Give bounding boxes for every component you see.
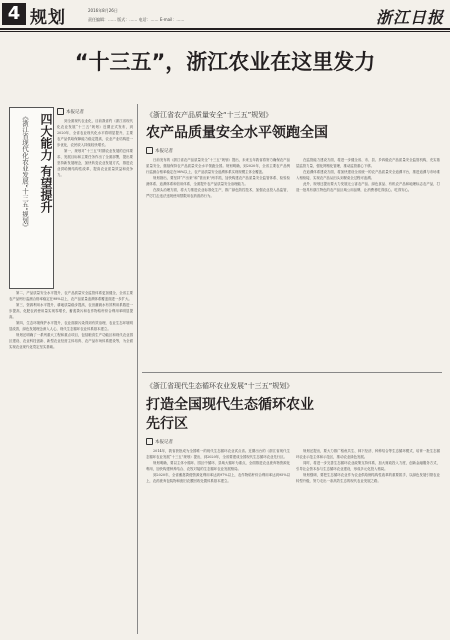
article-1-subtitle: 《浙江省农产品质量安全“十三五”规划》 <box>146 111 273 119</box>
article-2-title-line-2: 先行区 <box>146 416 188 432</box>
pen-icon <box>146 147 153 154</box>
left-article-title: 四大能力 有望提升 <box>39 113 53 214</box>
paragraph: 第三，资源利用水平提升，耕地质量稳步提高，农田灌溉水有效利用系数进一步提高，化肥农药使用量实现零增长，畜禽粪污和农作物秸秆综合利用率明显提高。 <box>9 303 133 319</box>
article-1-title: 农产品质量安全水平领跑全国 <box>146 125 328 141</box>
editor-info: 责任编辑：…… 版式：…… 电话：…… E-mail：…… <box>88 17 185 22</box>
header-rule-thin <box>0 31 450 32</box>
paragraph: 在监管能力建设方面，将进一步健全省、市、县、乡四级农产品质量安全监管机构，充实基层监管力量，强化网格化管理，推动监管重心下移。 <box>296 158 440 168</box>
left-article-subtitle: 《浙江省现代化农业发展“十三五”规划》 <box>21 113 29 231</box>
byline-text: 本报记者 <box>66 110 84 115</box>
pen-icon <box>146 438 153 445</box>
article-2-column-2 <box>296 448 440 634</box>
paragraph: 日前发布的《浙江省农产品质量安全“十三五”规划》提出，未来五年我省将努力确保农产品质量安全，继续保持农产品质量安全水平领跑全国。规划明确，到2020年，全省主要农产品例行监测合格率稳定在98%以上，农产品质量安全追溯体系实现规模主体全覆盖。 <box>146 158 290 174</box>
newspaper-masthead: 浙江日报 <box>375 8 444 27</box>
left-article-body-top <box>57 118 133 284</box>
pen-icon <box>57 108 64 115</box>
byline-text: 本报记者 <box>155 149 173 154</box>
issue-date: 2016年8月26日 <box>88 8 118 13</box>
header-rule <box>0 28 450 30</box>
column-divider <box>137 104 138 634</box>
paragraph: 到2020年，全省畜禽粪便资源化利用率达到97%以上，农作物秸秆综合利用率达到95%以上，农药废弃包装物和废旧农膜回收处置体系基本建立。 <box>146 473 290 483</box>
paragraph: 规划指出，要坚持“产出来”和“管出来”两手抓，加快构建农产品质量安全监管体系、检验检测体系、追溯体系和信用体系，全面提升农产品质量安全治理能力。 <box>146 176 290 186</box>
paragraph: 第二，产品质量安全水平提升，农产品质量安全监管体系更加健全，全省主要农产品例行监测合格率稳定在98%以上，农产品质量追溯体系覆盖面进一步扩大。 <box>9 291 133 301</box>
byline-text: 本报记者 <box>155 440 173 445</box>
paragraph: 2014年，我省获批成为全国唯一的现代生态循环农业试点省。近期出台的《浙江省现代生态循环农业发展“十三五”规划》提出，到2020年，全省要建成全国现代生态循环农业先行区。 <box>146 449 290 459</box>
page-number: 4 <box>2 3 26 25</box>
paragraph: 规划还明确了一系列重大工程和重点项目，包括粮食生产功能区和现代农业园区建设、农业科技创新、新型农业经营主体培育、农产品市场体系建设等，为全面实现农业现代化奠定坚实基础。 <box>9 333 133 349</box>
paragraph: 第一，规划对“十三五”时期农业发展的总体要求、发展目标和主要任务作出了全面部署，提出要坚持新发展理念，加快转变农业发展方式，推进农业供给侧结构性改革，提高农业质量效益和竞争力。 <box>57 149 133 177</box>
article-2-byline <box>146 438 173 445</box>
paragraph: 第四，生态环境保护水平提升，农业面源污染得到有效治理，农业生态环境明显改善，绿色发展理念深入人心，现代生态循环农业体系基本建立。 <box>9 321 133 331</box>
article-1-column-2 <box>296 157 440 357</box>
article-1-column-1 <box>146 157 290 357</box>
paragraph: 在源头治理方面，将大力推进农业标准化生产，推广绿色防控技术，加强农业投入品监管，严厉打击违法违规使用禁限用农药兽药行为。 <box>146 188 290 198</box>
article-1-byline <box>146 147 173 154</box>
paragraph: 规划还提出，要大力推广稻鱼共生、林下经济、种养结合等生态循环模式，培育一批生态循环农业示范主体和示范区，推动农业绿色发展。 <box>296 449 440 459</box>
article-2-column-1 <box>146 448 290 634</box>
paragraph: 到全面现代农业化，目前我省约《浙江省现代化农业发展“十三五”规划》近期正式发布，到2020年，全省农业现代化水平将明显提升，主要农产品供给保障能力稳定提高，农业产业结构进一步优化，农民收入持续较快增长。 <box>57 119 133 147</box>
page-headline: “十三五”，浙江农业在这里发力 <box>74 50 376 74</box>
left-article-body-bottom <box>9 290 133 630</box>
paragraph: 同时，将进一步完善生态循环农业政策支持体系，加大财政投入力度，创新金融服务方式，引导社会资本参与生态循环农业建设，形成多元化投入格局。 <box>296 461 440 471</box>
page-header <box>0 0 450 32</box>
section-name: 规划 <box>30 8 66 28</box>
paragraph: 规划强调，要把生态循环农业作为农业供给侧结构性改革的重要抓手，以绿色发展引领农业转型升级，努力走出一条高效生态的现代农业发展之路。 <box>296 473 440 483</box>
article-2-subtitle: 《浙江省现代生态循环农业发展“十三五”规划》 <box>146 382 294 390</box>
article-2-title-line-1: 打造全国现代生态循环农业 <box>146 397 314 413</box>
paragraph: 此外，规划还提出要大力发展无公害农产品、绿色食品、有机农产品和地理标志农产品，打造一批具有浙江特色的农产品区域公用品牌，让消费者吃得放心、吃得安心。 <box>296 182 440 192</box>
paragraph: 在追溯体系建设方面，将加快建设全省统一的农产品质量安全追溯平台，推进追溯与市场准入相衔接，实现农产品从田头到餐桌全过程可追溯。 <box>296 170 440 180</box>
article-divider <box>142 372 442 373</box>
left-article-byline <box>57 108 84 115</box>
paragraph: 规划明确，要以主体小循环、园区中循环、县域大循环为重点，全面推进农业废弃物资源化利用，加快构建种养结合、农牧对接的生态循环农业发展格局。 <box>146 461 290 471</box>
